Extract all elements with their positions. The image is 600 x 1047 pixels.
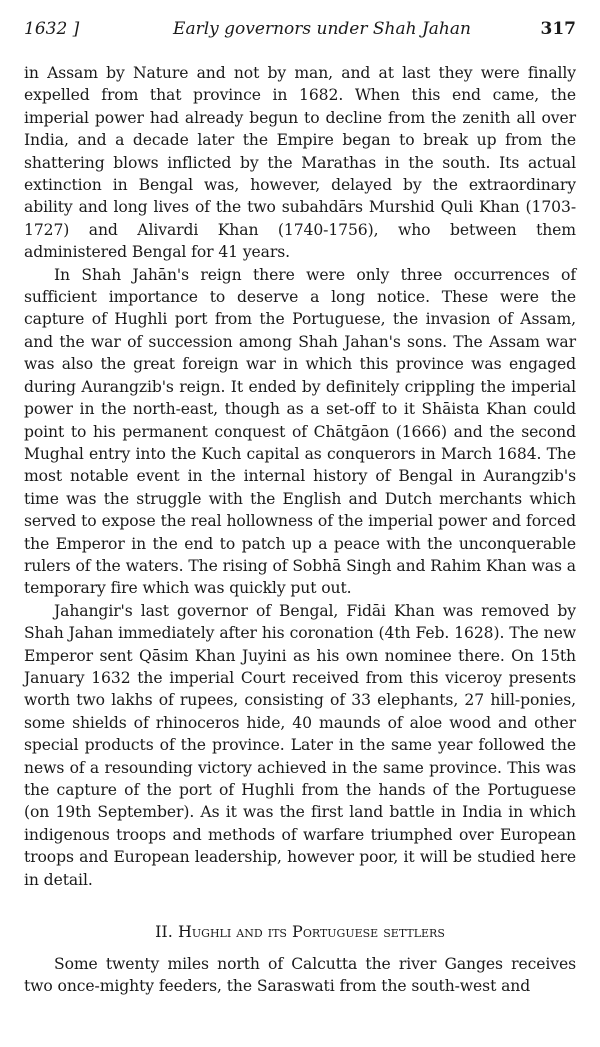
section-number: II. [155,922,173,942]
section-heading [24,921,576,943]
running-title: Early governors under Shah Jahan [173,19,471,39]
running-header [24,18,576,40]
paragraph-2: In Shah Jahān's reign there were only three occurrences of sufficient importance to deserve a long notice. These were the capture of Hughli port from the Portuguese, the invasion of Assam, and the war of succession among Shah Jahan's sons. The Assam war was also the great foreign war in which this province was engaged during Aurangzib's reign. It ended by definitely crippling the imperial power in the north-east, though as a set-off to it Shāista Khan could point to his permanent conquest of Chātgāon (1666) and the second Mughal entry into the Kuch capital as conquerors in March 1684. The most notable event in the internal history of Bengal in Aurangzib's time was the struggle with the English and Dutch merchants which served to expose the real hollowness of the imperial power and forced the Emperor in the end to patch up a peace with the unconquerable rulers of the waters. The rising of Sobhā Singh and Rahim Khan was a temporary fire which was quickly put out. [24,265,576,598]
section-title: Hughli and its Portuguese settlers [177,922,445,942]
paragraph-4: Some twenty miles north of Calcutta the river Ganges receives two once-mighty feeders, the Saraswati from the south-west and [24,955,576,996]
book-page [24,18,576,998]
header-year: 1632 ] [24,19,80,39]
page-number: 317 [540,19,576,39]
paragraph-3: Jahangir's last governor of Bengal, Fidāi Khan was removed by Shah Jahan immediately after his coronation (4th Feb. 1628). The new Emperor sent Qāsim Khan Juyini as his own nominee there. On 15th January 1632 the imperial Court received from this viceroy presents worth two lakhs of rupees, consisting of 33 elephants, 27 hill-ponies, some shields of rhinoceros hide, 40 maunds of aloe wood and other special products of the province. Later in the same year followed the news of a resounding victory achieved in the same province. This was the capture of the port of Hughli from the hands of the Portuguese (on 19th September). As it was the first land battle in India in which indigenous troops and methods of warfare triumphed over European troops and European leadership, however poor, it will be studied here in detail. [24,601,576,889]
paragraph-1: in Assam by Nature and not by man, and at last they were finally expelled from that province in 1682. When this end came, the imperial power had already begun to decline from the zenith all over India, and a decade later the Empire began to break up from the shattering blows inflicted by the Marathas in the south. Its actual extinction in Bengal was, however, delayed by the extraordinary ability and long lives of the two subahdārs Murshid Quli Khan (1703-1727) and Alivardi Khan (1740-1756), who between them administered Bengal for 41 years. [24,64,576,262]
